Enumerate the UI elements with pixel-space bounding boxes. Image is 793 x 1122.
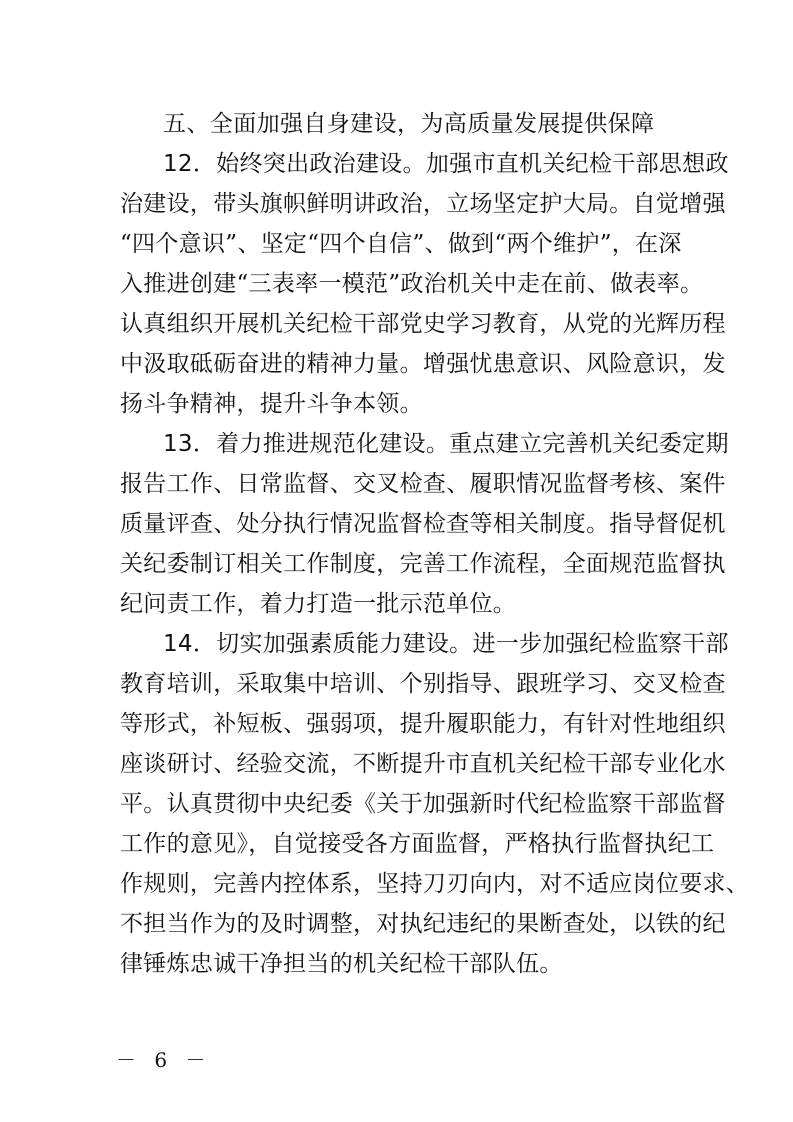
paragraph-12-lead: 12．始终突出政治建设。 — [163, 151, 426, 177]
page-number: － 6 － — [116, 1048, 212, 1072]
paragraph-13-line: 质量评查、处分执行情况监督检查等相关制度。指导督促机 — [120, 511, 726, 537]
paragraph-12-text: 加强市直机关纪检干部思想政 — [425, 151, 729, 177]
paragraph-13-lead: 13．着力推进规范化建设。 — [163, 431, 450, 457]
paragraph-14-line: 等形式，补短板、强弱项，提升履职能力，有针对性地组织 — [120, 711, 726, 737]
paragraph-12-line: 治建设，带头旗帜鲜明讲政治，立场坚定护大局。自觉增强 — [120, 191, 726, 217]
paragraph-14-line: 不担当作为的及时调整，对执纪违纪的果断查处，以铁的纪 — [120, 911, 726, 937]
paragraph-13-line: 纪问责工作，着力打造一批示范单位。 — [120, 591, 517, 617]
paragraph-12-line: 认真组织开展机关纪检干部党史学习教育，从党的光辉历程 — [120, 311, 726, 337]
paragraph-13-first-line — [163, 428, 729, 460]
paragraph-14-line: 教育培训，采取集中培训、个别指导、跟班学习、交叉检查 — [120, 671, 726, 697]
paragraph-12-first-line — [163, 148, 729, 180]
paragraph-12-line: 扬斗争精神，提升斗争本领。 — [120, 391, 423, 417]
paragraph-13-text: 重点建立完善机关纪委定期 — [449, 431, 729, 457]
paragraph-14-line: 座谈研讨、经验交流，不断提升市直机关纪检干部专业化水 — [120, 751, 726, 777]
paragraph-14-line: 作规则，完善内控体系，坚持刀刃向内，对不适应岗位要求、 — [120, 871, 750, 897]
paragraph-14-line: 平。认真贯彻中央纪委《关于加强新时代纪检监察干部监督 — [120, 791, 726, 817]
paragraph-14-first-line — [163, 628, 729, 660]
paragraph-13-line: 报告工作、日常监督、交叉检查、履职情况监督考核、案件 — [120, 471, 726, 497]
section-heading: 五、全面加强自身建设，为高质量发展提供保障 — [163, 111, 655, 137]
paragraph-14-text: 进一步加强纪检监察干部 — [472, 631, 729, 657]
paragraph-13-line: 关纪委制订相关工作制度，完善工作流程，全面规范监督执 — [120, 551, 726, 577]
paragraph-12-line: 中汲取砥砺奋进的精神力量。增强忧患意识、风险意识，发 — [120, 351, 726, 377]
paragraph-12-line: 入推进创建“三表率一模范”政治机关中走在前、做表率。 — [120, 271, 704, 297]
paragraph-14-line: 工作的意见》，自觉接受各方面监督，严格执行监督执纪工 — [120, 831, 715, 857]
paragraph-14-lead: 14．切实加强素质能力建设。 — [163, 631, 473, 657]
paragraph-12-line: “四个意识”、坚定“四个自信”、做到“两个维护”，在深 — [120, 231, 682, 257]
paragraph-14-line: 律锤炼忠诚干净担当的机关纪检干部队伍。 — [120, 951, 563, 977]
